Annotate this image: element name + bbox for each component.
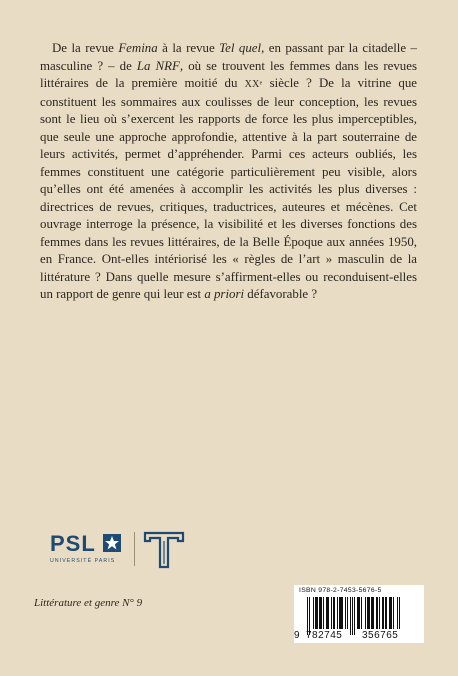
barcode-digit-lead: 9: [294, 630, 301, 641]
barcode-bar: [385, 597, 386, 629]
barcode-bar: [361, 597, 362, 629]
blurb-text: défavorable ?: [244, 287, 318, 301]
blurb-title-femina: Femina: [118, 41, 158, 55]
barcode-bar: [339, 597, 342, 629]
blurb-text: siècle ? De la vitrine que constituent les sommaires aux coulisses de leur conception, les revues sont le lieu où s’exercent les rapports de force les plus imperceptibles, que seule une approche approfondie, attentive à la part souterraine de leurs activités, permet d’appréhender. Parmi ces acteurs oubliés, les femmes constituent une catégorie particulièrement peu visible, alors qu’elles ont été amenées à accomplir les activités les plus diverses : directrices de revues, critiques, traductrices, auteures et mécènes. Cet ouvrage interroge la présence, la visibilité et les diverses fonctions des femmes dans les revues littéraires, de la Belle Époque aux années 1950, en France. Ont-elles intériorisé les « règles de l’art » masculin de la littérature ? Dans quelle mesure s’affirment-elles ou reconduisent-elles un rapport de genre qui leur est: [40, 76, 417, 301]
isbn-barcode: [294, 585, 424, 643]
barcode-digits-right: 356765: [362, 630, 399, 641]
barcode-bar: [357, 597, 359, 629]
barcode-bar: [365, 597, 366, 629]
blurb-paragraph: [40, 40, 417, 304]
barcode-bar: [371, 597, 374, 629]
barcode-bar: [333, 597, 335, 629]
barcode-bar: [319, 597, 321, 629]
barcode-digits-left: 782745: [306, 630, 343, 641]
barcode-bar: [337, 597, 338, 629]
logo-divider: [134, 532, 135, 566]
barcode-bar: [323, 597, 324, 629]
barcode-bar: [345, 597, 346, 629]
series-label: Littérature et genre N° 9: [34, 597, 143, 609]
psl-logo-text: PSL: [50, 531, 96, 556]
isbn-label: ISBN 978-2-7453-5676-5: [299, 587, 382, 594]
barcode-bar: [379, 597, 380, 629]
barcode-bar: [326, 597, 329, 629]
barcode-bar: [315, 597, 318, 629]
barcode-bars: [299, 597, 419, 631]
star-icon: [103, 534, 121, 552]
barcode-bar: [393, 597, 394, 629]
barcode-bar: [331, 597, 332, 629]
blurb-text: De la revue: [52, 41, 119, 55]
publisher-logos: [50, 530, 210, 570]
blurb-title-nrf: La NRF: [136, 58, 180, 73]
barcode-bar: [399, 597, 400, 629]
blurb-century: XXᵉ: [244, 79, 263, 90]
blurb-text: à la revue: [157, 41, 220, 55]
back-cover-blurb: [40, 40, 417, 304]
barcode-bar: [354, 597, 355, 635]
barcode-bar: [352, 597, 353, 635]
blurb-title-tel-quel: Tel quel: [219, 41, 262, 55]
barcode-bar: [350, 597, 351, 635]
barcode-bar: [389, 597, 392, 629]
blurb-text: , où se trouvent les femmes dans les revues littéraires de la première moitié du: [40, 58, 417, 90]
barcode-bar: [382, 597, 384, 629]
barcode-bar: [313, 597, 314, 629]
psl-subtitle: UNIVERSITÉ PARIS: [50, 558, 116, 564]
barcode-bar: [376, 597, 377, 629]
barcode-bar: [347, 597, 348, 629]
blurb-a-priori: a priori: [204, 287, 245, 301]
t-letter-logo-icon: [142, 530, 186, 570]
barcode-bar: [397, 597, 398, 629]
blurb-text: , en passant par la citadelle – masculine ? – de: [40, 41, 417, 73]
barcode-bar: [367, 597, 369, 629]
